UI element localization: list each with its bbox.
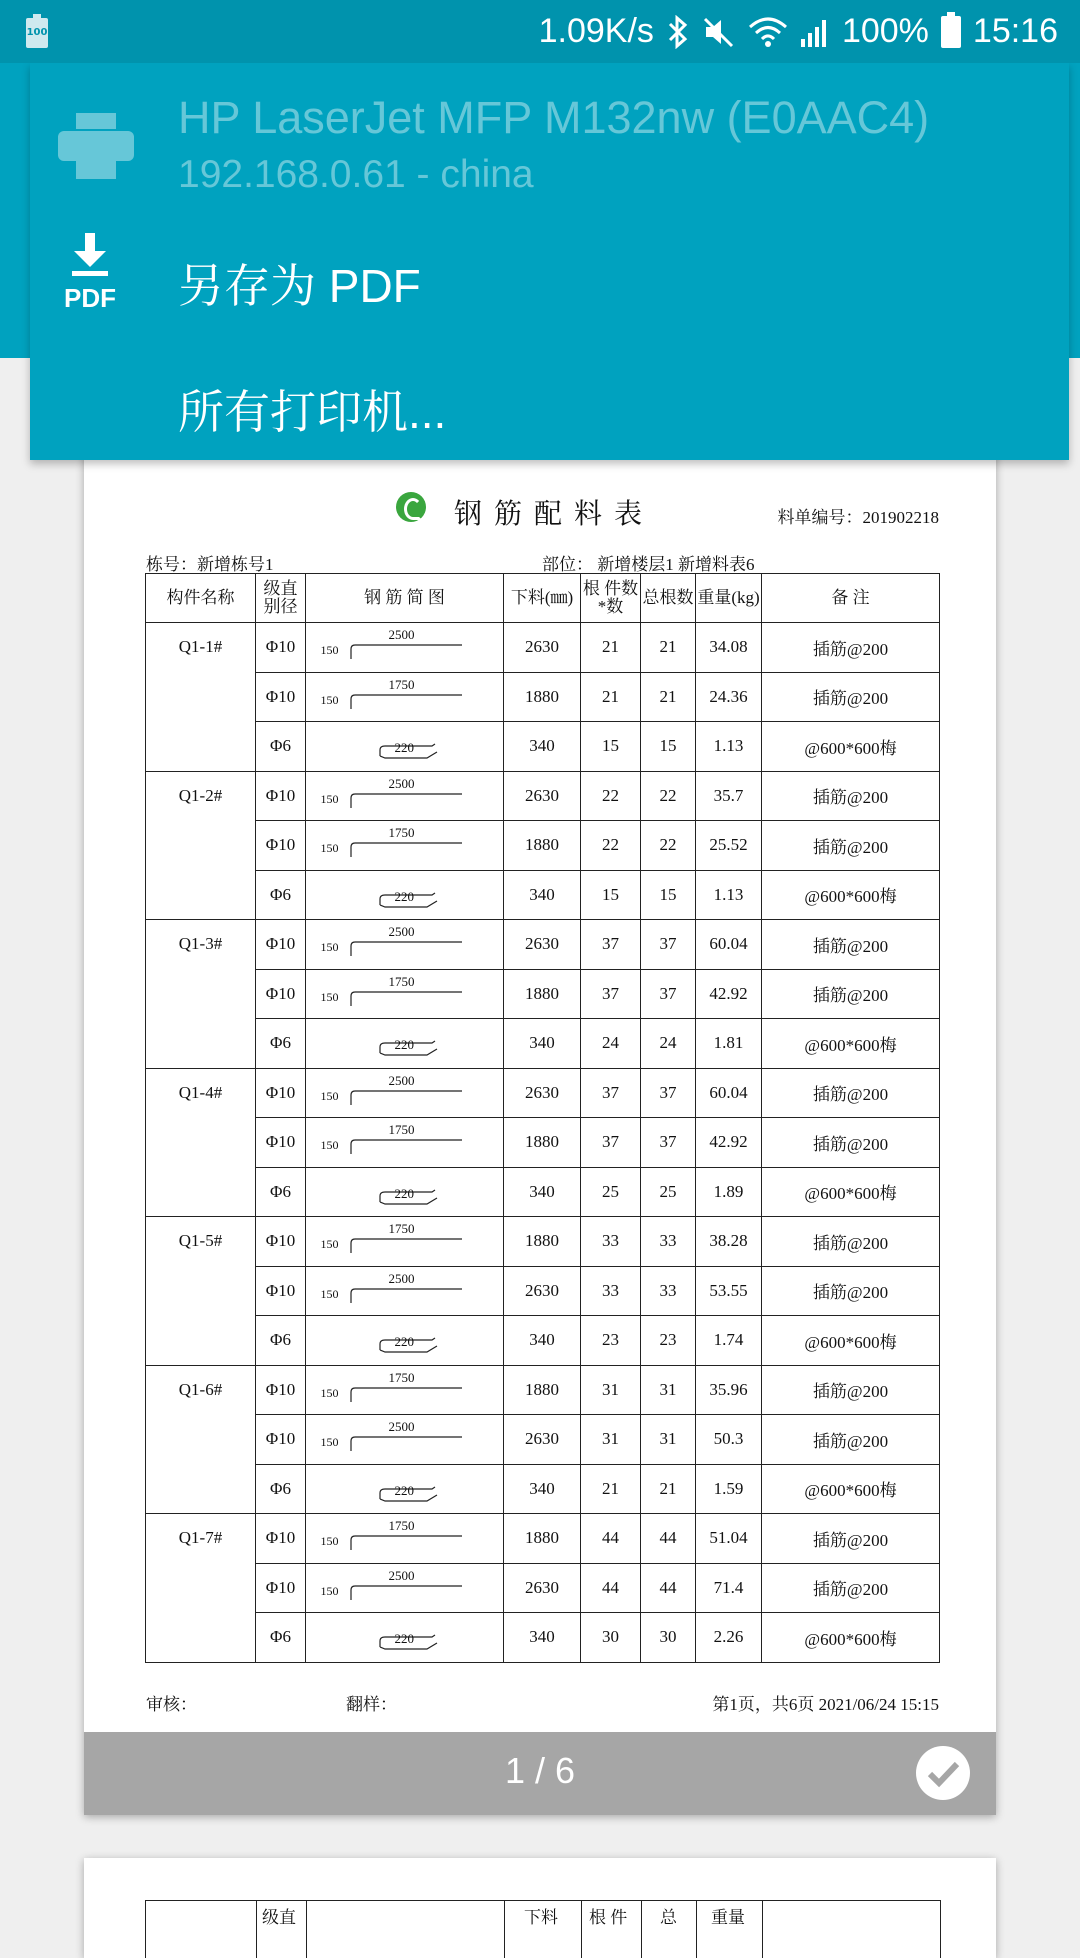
total-count: 21 [641, 672, 696, 722]
total-count: 25 [641, 1167, 696, 1217]
weight: 1.81 [696, 1019, 762, 1069]
bar-diameter: Φ6 [256, 1019, 306, 1069]
table-row [146, 1118, 940, 1168]
total-count: 21 [641, 623, 696, 673]
remark: 插筋@200 [762, 821, 940, 871]
piece-count: 15 [581, 870, 641, 920]
sketch-main-length: 2500 [388, 1567, 415, 1583]
preview-page-2[interactable] [84, 1858, 996, 1958]
cut-length: 1880 [504, 1365, 581, 1415]
sketch-main-length: 1750 [388, 825, 415, 841]
weight: 71.4 [696, 1563, 762, 1613]
cut-length: 1880 [504, 1514, 581, 1564]
table-row [146, 1514, 940, 1564]
member-name: Q1-1# [146, 623, 256, 772]
cut-length: 1880 [504, 821, 581, 871]
rebar-sketch [306, 1613, 504, 1663]
cut-length: 1880 [504, 672, 581, 722]
total-count: 22 [641, 771, 696, 821]
piece-count: 21 [581, 623, 641, 673]
bar-diameter: Φ10 [256, 920, 306, 970]
piece-count: 25 [581, 1167, 641, 1217]
sketch-main-length: 2500 [388, 1419, 415, 1435]
bar-diameter: Φ10 [256, 1217, 306, 1267]
header-total: 总根数 [641, 574, 696, 623]
weight: 60.04 [696, 920, 762, 970]
remark: @600*600梅 [762, 1316, 940, 1366]
rebar-sketch [306, 1563, 504, 1613]
bar-diameter: Φ10 [256, 771, 306, 821]
remark: 插筋@200 [762, 1118, 940, 1168]
printer-icon [58, 113, 134, 184]
rebar-sketch [306, 1514, 504, 1564]
table-row [146, 1365, 940, 1415]
total-count: 23 [641, 1316, 696, 1366]
remark: @600*600梅 [762, 1019, 940, 1069]
rebar-sketch [306, 1019, 504, 1069]
cut-length: 340 [504, 1316, 581, 1366]
bar-diameter: Φ10 [256, 1068, 306, 1118]
table-row [146, 821, 940, 871]
sketch-bend-length: 150 [320, 1088, 339, 1103]
table-row [146, 672, 940, 722]
total-count: 22 [641, 821, 696, 871]
rebar-sketch [306, 1266, 504, 1316]
remark: 插筋@200 [762, 623, 940, 673]
rebar-sketch [306, 1068, 504, 1118]
bar-diameter: Φ6 [256, 1316, 306, 1366]
member-name: Q1-5# [146, 1217, 256, 1366]
piece-count: 23 [581, 1316, 641, 1366]
header-weight: 重量(kg) [696, 574, 762, 623]
battery-small-level: 100 [26, 27, 48, 38]
pdf-icon-text: PDF [64, 283, 116, 313]
sketch-bend-length: 150 [320, 1583, 339, 1598]
bar-diameter: Φ10 [256, 1365, 306, 1415]
weight: 1.89 [696, 1167, 762, 1217]
sketch-main-length: 2500 [388, 627, 415, 643]
cut-length: 1880 [504, 969, 581, 1019]
table-row [146, 1217, 940, 1267]
rebar-sketch [306, 672, 504, 722]
all-printers-option[interactable] [30, 343, 1069, 458]
piece-count: 22 [581, 771, 641, 821]
sketch-hook-length: 220 [394, 1185, 414, 1201]
weight: 51.04 [696, 1514, 762, 1564]
table-row [146, 1068, 940, 1118]
location-info: 部位： 新增楼层1 新增料表6 [542, 555, 755, 574]
footer-review: 审核： [146, 1695, 197, 1714]
rebar-sketch [306, 1464, 504, 1514]
document-code: 料单编号：201902218 [777, 508, 939, 527]
sketch-bend-length: 150 [320, 692, 339, 707]
table-row [146, 1464, 940, 1514]
cut-length: 340 [504, 1167, 581, 1217]
page-2-header: 重量 [711, 1908, 745, 1927]
total-count: 33 [641, 1266, 696, 1316]
cut-length: 340 [504, 1464, 581, 1514]
piece-count: 24 [581, 1019, 641, 1069]
weight: 42.92 [696, 969, 762, 1019]
remark: 插筋@200 [762, 672, 940, 722]
table-row [146, 1167, 940, 1217]
rebar-sketch [306, 771, 504, 821]
page-2-header: 下料 [524, 1908, 558, 1927]
weight: 2.26 [696, 1613, 762, 1663]
remark: @600*600梅 [762, 1167, 940, 1217]
total-count: 44 [641, 1563, 696, 1613]
table-row [146, 870, 940, 920]
remark: 插筋@200 [762, 1365, 940, 1415]
weight: 24.36 [696, 672, 762, 722]
battery-notification-icon [22, 14, 48, 48]
printer-name: HP LaserJet MFP M132nw (E0AAC4) [178, 92, 930, 143]
sketch-bend-length: 150 [320, 643, 339, 658]
weight: 34.08 [696, 623, 762, 673]
table-row [146, 722, 940, 772]
weight: 25.52 [696, 821, 762, 871]
member-name: Q1-6# [146, 1365, 256, 1514]
weight: 60.04 [696, 1068, 762, 1118]
sketch-bend-length: 150 [320, 1138, 339, 1153]
rebar-sketch [306, 969, 504, 1019]
rebar-sketch [306, 722, 504, 772]
total-count: 37 [641, 1118, 696, 1168]
bar-diameter: Φ6 [256, 722, 306, 772]
printer-dropdown [30, 63, 1069, 460]
total-count: 15 [641, 870, 696, 920]
piece-count: 31 [581, 1415, 641, 1465]
mute-icon [702, 15, 736, 49]
total-count: 15 [641, 722, 696, 772]
header-member: 构件名称 [146, 574, 256, 623]
rebar-sketch [306, 920, 504, 970]
sketch-bend-length: 150 [320, 1286, 339, 1301]
rebar-table [145, 573, 940, 1663]
table-row [146, 1415, 940, 1465]
sketch-bend-length: 150 [320, 1435, 339, 1450]
weight: 35.96 [696, 1365, 762, 1415]
sketch-main-length: 2500 [388, 1270, 415, 1286]
bluetooth-icon [666, 15, 690, 49]
total-count: 31 [641, 1365, 696, 1415]
bar-diameter: Φ10 [256, 1118, 306, 1168]
page-select-check-button[interactable] [916, 1746, 970, 1800]
company-logo-icon [396, 492, 426, 522]
table-row [146, 623, 940, 673]
piece-count: 33 [581, 1217, 641, 1267]
remark: 插筋@200 [762, 969, 940, 1019]
cut-length: 1880 [504, 1217, 581, 1267]
sketch-bend-length: 150 [320, 1385, 339, 1400]
total-count: 33 [641, 1217, 696, 1267]
battery-icon [941, 16, 961, 48]
header-diameter: 级直别径 [256, 574, 306, 623]
rebar-sketch [306, 1316, 504, 1366]
signal-icon [800, 17, 830, 47]
page-2-header: 级直 [262, 1908, 296, 1927]
pdf-download-icon [58, 233, 122, 313]
cut-length: 340 [504, 1613, 581, 1663]
printer-address: 192.168.0.61 - china [178, 153, 534, 196]
total-count: 21 [641, 1464, 696, 1514]
remark: @600*600梅 [762, 1613, 940, 1663]
remark: 插筋@200 [762, 1217, 940, 1267]
total-count: 37 [641, 969, 696, 1019]
bar-diameter: Φ10 [256, 1563, 306, 1613]
table-header-row [146, 574, 940, 623]
save-as-pdf-option[interactable] [30, 213, 1069, 338]
network-speed: 1.09K/s [538, 12, 654, 50]
cut-length: 340 [504, 870, 581, 920]
building-number: 栋号：新增栋号1 [146, 555, 274, 574]
all-printers-label: 所有打印机... [178, 386, 447, 438]
cut-length: 340 [504, 722, 581, 772]
sketch-main-length: 1750 [388, 1221, 415, 1237]
sketch-hook-length: 220 [394, 1631, 414, 1647]
save-as-pdf-label: 另存为 PDF [178, 260, 421, 312]
document-title: 钢筋配料表 [454, 499, 655, 530]
sketch-hook-length: 220 [394, 1037, 414, 1053]
sketch-hook-length: 220 [394, 888, 414, 904]
remark: 插筋@200 [762, 1266, 940, 1316]
sketch-bend-length: 150 [320, 1534, 339, 1549]
sketch-main-length: 1750 [388, 1122, 415, 1138]
piece-count: 44 [581, 1563, 641, 1613]
preview-page-1[interactable] [84, 340, 996, 1815]
sketch-main-length: 1750 [388, 676, 415, 692]
footer-sample: 翻样： [346, 1695, 397, 1714]
piece-count: 21 [581, 672, 641, 722]
bar-diameter: Φ10 [256, 623, 306, 673]
cut-length: 2630 [504, 1068, 581, 1118]
rebar-sketch [306, 821, 504, 871]
remark: @600*600梅 [762, 722, 940, 772]
header-remark: 备 注 [762, 574, 940, 623]
header-sketch: 钢 筋 简 图 [306, 574, 504, 623]
table-row [146, 1613, 940, 1663]
rebar-sketch [306, 1415, 504, 1465]
weight: 42.92 [696, 1118, 762, 1168]
bar-diameter: Φ6 [256, 1464, 306, 1514]
piece-count: 37 [581, 1068, 641, 1118]
weight: 38.28 [696, 1217, 762, 1267]
page-2-header: 总 [660, 1908, 677, 1927]
cut-length: 2630 [504, 920, 581, 970]
table-row [146, 771, 940, 821]
page-counter: 1 / 6 [504, 1750, 576, 1791]
member-name: Q1-2# [146, 771, 256, 920]
remark: 插筋@200 [762, 920, 940, 970]
sketch-main-length: 2500 [388, 1072, 415, 1088]
sketch-bend-length: 150 [320, 791, 339, 806]
total-count: 31 [641, 1415, 696, 1465]
page-2-header: 根 件 [589, 1908, 628, 1927]
sketch-main-length: 1750 [388, 1369, 415, 1385]
cut-length: 2630 [504, 623, 581, 673]
table-row [146, 920, 940, 970]
total-count: 30 [641, 1613, 696, 1663]
header-count: 根 件数*数 [581, 574, 641, 623]
sketch-main-length: 1750 [388, 973, 415, 989]
bar-diameter: Φ6 [256, 1613, 306, 1663]
footer-page-info: 第1页，共6页 2021/06/24 15:15 [712, 1695, 939, 1714]
wifi-icon [748, 15, 788, 49]
bar-diameter: Φ10 [256, 1266, 306, 1316]
weight: 1.13 [696, 870, 762, 920]
cut-length: 340 [504, 1019, 581, 1069]
piece-count: 30 [581, 1613, 641, 1663]
table-row [146, 1316, 940, 1366]
member-name: Q1-3# [146, 920, 256, 1069]
printer-option[interactable] [30, 63, 1069, 213]
status-bar [0, 0, 1080, 63]
remark: @600*600梅 [762, 870, 940, 920]
weight: 50.3 [696, 1415, 762, 1465]
battery-percent: 100% [841, 12, 929, 50]
piece-count: 33 [581, 1266, 641, 1316]
bar-diameter: Φ10 [256, 821, 306, 871]
check-icon [916, 1746, 970, 1800]
cut-length: 2630 [504, 1415, 581, 1465]
rebar-sketch [306, 1217, 504, 1267]
total-count: 44 [641, 1514, 696, 1564]
remark: 插筋@200 [762, 1068, 940, 1118]
sketch-bend-length: 150 [320, 940, 339, 955]
bar-diameter: Φ10 [256, 969, 306, 1019]
clock: 15:16 [972, 12, 1058, 50]
remark: 插筋@200 [762, 1514, 940, 1564]
sketch-bend-length: 150 [320, 841, 339, 856]
weight: 35.7 [696, 771, 762, 821]
weight: 53.55 [696, 1266, 762, 1316]
sketch-bend-length: 150 [320, 989, 339, 1004]
cut-length: 1880 [504, 1118, 581, 1168]
rebar-sketch [306, 1118, 504, 1168]
remark: 插筋@200 [762, 1415, 940, 1465]
piece-count: 22 [581, 821, 641, 871]
sketch-hook-length: 220 [394, 1334, 414, 1350]
piece-count: 37 [581, 920, 641, 970]
table-row [146, 1019, 940, 1069]
table-row [146, 969, 940, 1019]
remark: @600*600梅 [762, 1464, 940, 1514]
weight: 1.74 [696, 1316, 762, 1366]
total-count: 37 [641, 1068, 696, 1118]
sketch-hook-length: 220 [394, 1482, 414, 1498]
cut-length: 2630 [504, 1266, 581, 1316]
rebar-sketch [306, 1167, 504, 1217]
bar-diameter: Φ6 [256, 870, 306, 920]
table-row [146, 1563, 940, 1613]
piece-count: 44 [581, 1514, 641, 1564]
remark: 插筋@200 [762, 1563, 940, 1613]
piece-count: 21 [581, 1464, 641, 1514]
rebar-sketch [306, 870, 504, 920]
piece-count: 37 [581, 969, 641, 1019]
table-row [146, 1266, 940, 1316]
page-selector-bar[interactable] [84, 1732, 996, 1815]
sketch-main-length: 1750 [388, 1518, 415, 1534]
bar-diameter: Φ10 [256, 1514, 306, 1564]
piece-count: 15 [581, 722, 641, 772]
member-name: Q1-4# [146, 1068, 256, 1217]
bar-diameter: Φ6 [256, 1167, 306, 1217]
cut-length: 2630 [504, 771, 581, 821]
cut-length: 2630 [504, 1563, 581, 1613]
total-count: 37 [641, 920, 696, 970]
piece-count: 37 [581, 1118, 641, 1168]
total-count: 24 [641, 1019, 696, 1069]
piece-count: 31 [581, 1365, 641, 1415]
header-cut-length: 下料(㎜) [504, 574, 581, 623]
weight: 1.13 [696, 722, 762, 772]
bar-diameter: Φ10 [256, 672, 306, 722]
sketch-main-length: 2500 [388, 924, 415, 940]
remark: 插筋@200 [762, 771, 940, 821]
sketch-hook-length: 220 [394, 740, 414, 756]
sketch-main-length: 2500 [388, 775, 415, 791]
rebar-sketch [306, 623, 504, 673]
rebar-sketch [306, 1365, 504, 1415]
weight: 1.59 [696, 1464, 762, 1514]
member-name: Q1-7# [146, 1514, 256, 1663]
page-2-table [145, 1900, 941, 1958]
bar-diameter: Φ10 [256, 1415, 306, 1465]
sketch-bend-length: 150 [320, 1237, 339, 1252]
